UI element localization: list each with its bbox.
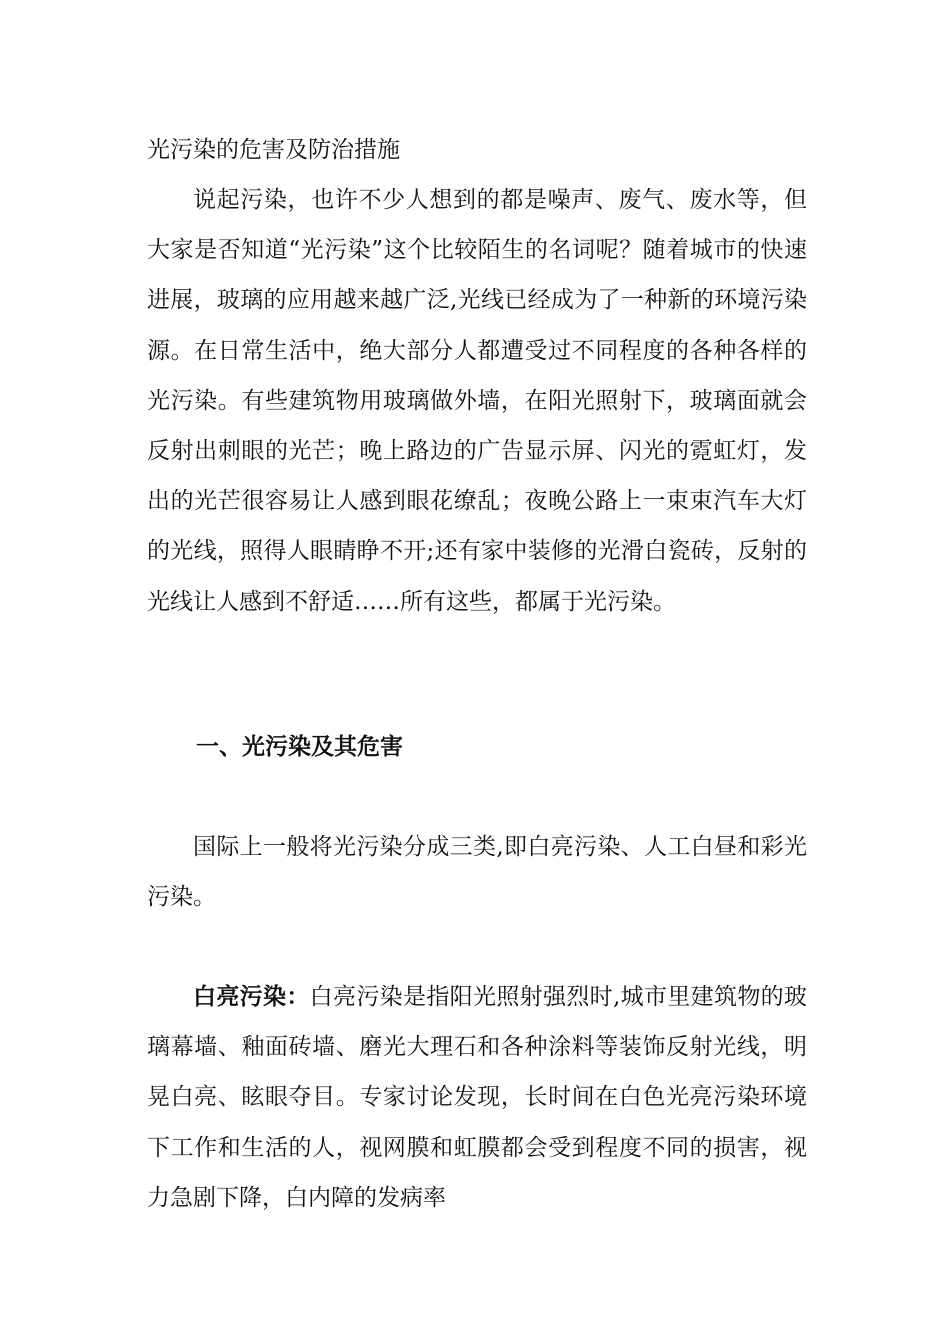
white-pollution-paragraph — [147, 972, 807, 1223]
intro-paragraph: 说起污染，也许不少人想到的都是噪声、废气、废水等，但大家是否知道“光污染”这个比较陌生的名词呢？随着城市的快速进展，玻璃的应用越来越广泛,光线已经成为了一种新的环境污染源。在日常生活中，绝大部分人都遭受过不同程度的各种各样的光污染。有些建筑物用玻璃做外墙，在阳光照射下，玻璃面就会反射出刺眼的光芒；晚上路边的广告显示屏、闪光的霓虹灯，发出的光芒很容易让人感到眼花缭乱；夜晚公路上一束束汽车大灯的光线，照得人眼睛睁不开;还有家中装修的光滑白瓷砖，反射的光线让人感到不舒适……所有这些，都属于光污染。 — [147, 187, 807, 615]
white-pollution-lead: 白亮污染： — [193, 983, 310, 1010]
classification-paragraph: 国际上一般将光污染分成三类,即白亮污染、人工白昼和彩光污染。 — [147, 834, 807, 911]
document-title: 光污染的危害及防治措施 — [147, 137, 400, 163]
white-pollution-text: 白亮污染是指阳光照射强烈时,城市里建筑物的玻璃幕墙、釉面砖墙、磨光大理石和各种涂料等装饰反射光线，明晃白亮、眩眼夺目。专家讨论发现，长时间在白色光亮污染环境下工作和生活的人，视网膜和虹膜都会受到程度不同的损害，视力急剧下降，白内障的发病率 — [147, 984, 807, 1211]
section-heading: 一、光污染及其危害 — [196, 733, 403, 760]
